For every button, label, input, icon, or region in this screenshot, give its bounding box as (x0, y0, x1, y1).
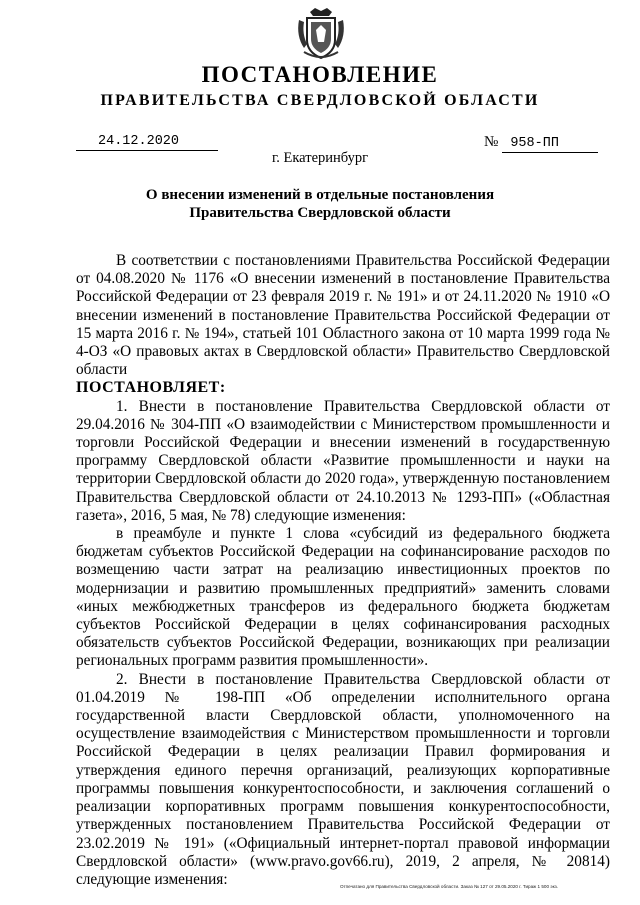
city-name: г. Екатеринбург (271, 150, 369, 166)
document-date: 24.12.2020 (76, 134, 218, 151)
document-number: 958-ПП (502, 136, 598, 153)
resolves-label: ПОСТАНОВЛЯЕТ: (76, 379, 226, 397)
document-type-title: ПОСТАНОВЛЕНИЕ (201, 62, 439, 87)
heading-line-1: О внесении изменений в отдельные постановления (145, 187, 495, 203)
issuer-subtitle: ПРАВИТЕЛЬСТВА СВЕРДЛОВСКОЙ ОБЛАСТИ (100, 92, 540, 109)
print-note: Отпечатано для Правительства Свердловской области. Заказ № 127 от 29.05.2020 г. Тираж 1 500 экз. (340, 884, 559, 889)
heading-line-2: Правительства Свердловской области (189, 205, 451, 221)
document-body (76, 252, 610, 889)
item-1-paragraph: 1. Внести в постановление Правительства Свердловской области от 29.04.2016 № 304-ПП «О взаимодействии с Министерством промышленности и торговли Российской Федерации и внесении изменений в государственную программу Свердловской области «Развитие промышленности и науки на территории Свердловской области до 2020 года», утвержденную постановлением Правительства Свердловской области от 24.10.2013 № 1293-ПП» («Областная газета», 2016, 5 мая, № 78) следующие изменения: (76, 397, 610, 524)
preamble-paragraph: В соответствии с постановлениями Правительства Российской Федерации от 04.08.2020 № 1176 «О внесении изменений в постановление Правительства Российской Федерации от 23 февраля 2019 г. № 191» и от 24.11.2020 № 1910 «О внесении изменений в постановление Правительства Российской Федерации от 15 марта 2016 г. № 194», статьей 101 Областного закона от 10 марта 1999 года № 4-ОЗ «О правовых актах в Свердловской области» Правительство Свердловской области (76, 252, 610, 379)
item-1-change-paragraph: в преамбуле и пункте 1 слова «субсидий из федерального бюджета бюджетам субъектов Российской Федерации на софинансирование расходов по возмещению части затрат на реализацию инвестиционных проектов по модернизации и развитию промышленных предприятий» заменить словами «иных межбюджетных трансферов из федерального бюджета бюджетам субъектов Российской Федерации в целях софинансирования расходных обязательств субъектов Российской Федерации, возникающих при реализации региональных программ развития промышленности». (76, 525, 610, 670)
item-2-paragraph: 2. Внести в постановление Правительства Свердловской области от 01.04.2019 № 198-ПП «Об определении исполнительного органа государственной власти Свердловской области, уполномоченного на осуществление взаимодействия с Министерством промышленности и торговли Российской Федерации в целях реализации Правил формирования и утверждения единого перечня организаций, реализующих корпоративные программы повышения конкурентоспособности, и заключения соглашений о реализации корпоративных программ повышения конкурентоспособности, утвержденных постановлением Правительства Российской Федерации от 23.02.2019 № 191» («Официальный интернет-портал правовой информации Свердловской области» (www.pravo.gov66.ru), 2019, 2 апреля, № 20814) следующие изменения: (76, 670, 610, 888)
document-heading (0, 186, 640, 222)
number-sign: № (484, 134, 499, 150)
coat-of-arms-icon (296, 6, 346, 62)
